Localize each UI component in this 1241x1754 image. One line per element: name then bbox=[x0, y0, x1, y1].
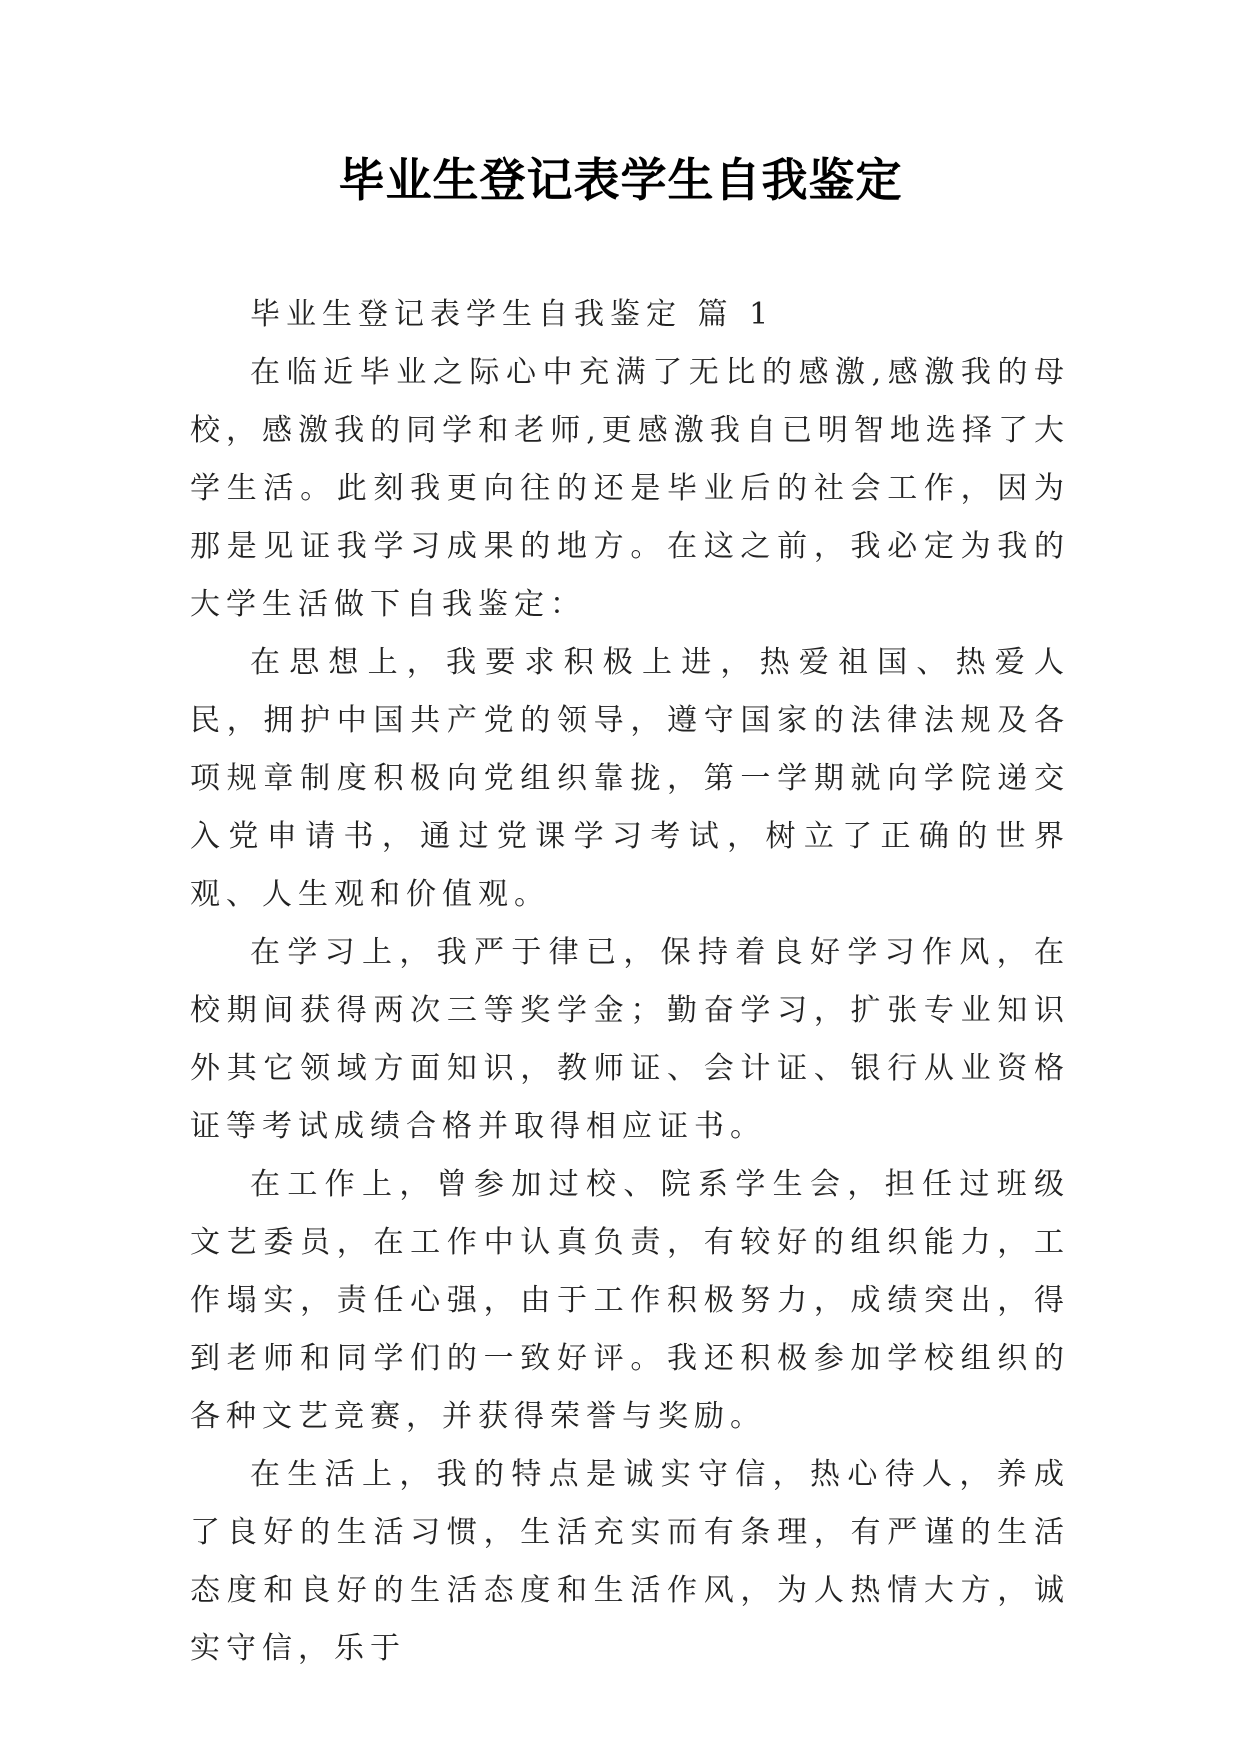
paragraph-intro: 在临近毕业之际心中充满了无比的感激,感激我的母校，感激我的同学和老师,更感激我自已明智地选择了大学生活。此刻我更向往的还是毕业后的社会工作，因为那是见证我学习成果的地方。在这之前，我必定为我的大学生活做下自我鉴定： bbox=[190, 355, 1070, 622]
section-heading: 毕业生登记表学生自我鉴定 篇 1 bbox=[250, 297, 775, 332]
document-title: 毕业生登记表学生自我鉴定 bbox=[338, 153, 903, 207]
document-body bbox=[190, 286, 1070, 1678]
paragraph-study: 在学习上，我严于律已，保持着良好学习作风，在校期间获得两次三等奖学金；勤奋学习，扩张专业知识外其它领域方面知识，教师证、会计证、银行从业资格证等考试成绩合格并取得相应证书。 bbox=[190, 935, 1070, 1144]
paragraph-work: 在工作上，曾参加过校、院系学生会，担任过班级文艺委员，在工作中认真负责，有较好的组织能力，工作塌实，责任心强，由于工作积极努力，成绩突出，得到老师和同学们的一致好评。我还积极参加学校组织的各种文艺竞赛，并获得荣誉与奖励。 bbox=[190, 1167, 1070, 1434]
paragraph-life: 在生活上，我的特点是诚实守信，热心待人，养成了良好的生活习惯，生活充实而有条理，有严谨的生活态度和良好的生活态度和生活作风，为人热情大方，诚实守信，乐于 bbox=[190, 1457, 1070, 1666]
paragraph-thought: 在思想上，我要求积极上进，热爱祖国、热爱人民，拥护中国共产党的领导，遵守国家的法律法规及各项规章制度积极向党组织靠拢，第一学期就向学院递交入党申请书，通过党课学习考试，树立了正确的世界观、人生观和价值观。 bbox=[190, 645, 1070, 912]
